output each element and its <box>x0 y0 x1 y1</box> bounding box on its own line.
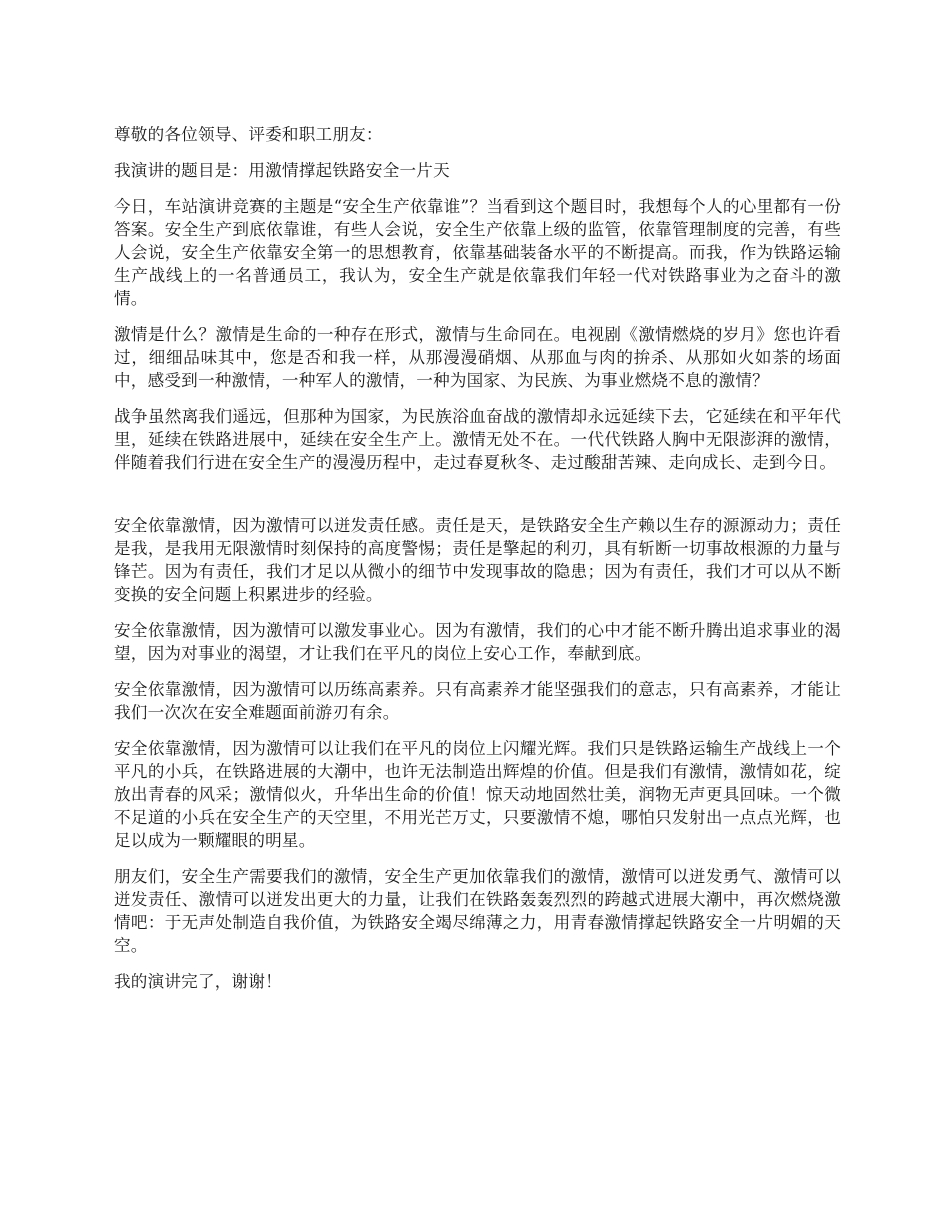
paragraph: 朋友们，安全生产需要我们的激情，安全生产更加依靠我们的激情，激情可以迸发勇气、激情可以迸发责任、激情可以迸发出更大的力量，让我们在铁路轰轰烈烈的跨越式进展大潮中，再次燃烧激情吧：于无声处制造自我价值，为铁路安全竭尽绵薄之力，用青春激情撑起铁路安全一片明媚的天空。 <box>114 867 841 955</box>
paragraph: 安全依靠激情，因为激情可以历练高素养。只有高素养才能坚强我们的意志，只有高素养，才能让我们一次次在安全难题面前游刃有余。 <box>114 680 841 722</box>
paragraph: 战争虽然离我们遥远，但那种为国家，为民族浴血奋战的激情却永远延续下去，它延续在和平年代里，延续在铁路进展中，延续在安全生产上。激情无处不在。一代代铁路人胸中无限澎湃的激情，伴随着我们行进在安全生产的漫漫历程中，走过春夏秋冬、走过酸甜苦辣、走向成长、走到今日。 <box>114 407 841 472</box>
paragraph: 安全依靠激情，因为激情可以让我们在平凡的岗位上闪耀光辉。我们只是铁路运输生产战线上一个平凡的小兵，在铁路进展的大潮中，也许无法制造出辉煌的价值。但是我们有激情，激情如花，绽放出青春的风采；激情似火，升华出生命的价值！惊天动地固然壮美，润物无声更具回味。一个微不足道的小兵在安全生产的天空里，不用光芒万丈，只要激情不熄，哪怕只发射出一点点光辉，也足以成为一颗耀眼的明星。 <box>114 739 841 850</box>
closing-line: 我的演讲完了，谢谢！ <box>114 972 282 991</box>
paragraph: 激情是什么？激情是生命的一种存在形式，激情与生命同在。电视剧《激情燃烧的岁月》您也许看过，细细品味其中，您是否和我一样，从那漫漫硝烟、从那血与肉的拚杀、从那如火如荼的场面中，感受到一种激情，一种军人的激情，一种为国家、为民族、为事业燃烧不息的激情？ <box>114 325 841 390</box>
speech-document <box>114 123 841 1006</box>
speech-topic: 我演讲的题目是：用激情撑起铁路安全一片天 <box>114 161 450 180</box>
paragraph: 今日，车站演讲竞赛的主题是“安全生产依靠谁”？当看到这个题目时，我想每个人的心里都有一份答案。安全生产到底依靠谁，有些人会说，安全生产依靠上级的监管，依靠管理制度的完善，有些人会说，安全生产依靠安全第一的思想教育，依靠基础装备水平的不断提高。而我，作为铁路运输生产战线上的一名普通员工，我认为，安全生产就是依靠我们年轻一代对铁路事业为之奋斗的激情。 <box>114 197 841 308</box>
section-spacer <box>114 487 841 514</box>
greeting: 尊敬的各位领导、评委和职工朋友： <box>114 125 383 144</box>
paragraph: 安全依靠激情，因为激情可以激发事业心。因为有激情，我们的心中才能不断升腾出追求事业的渴望，因为对事业的渴望，才让我们在平凡的岗位上安心工作，奉献到底。 <box>114 621 841 663</box>
paragraph: 安全依靠激情，因为激情可以迸发责任感。责任是天，是铁路安全生产赖以生存的源源动力；责任是我，是我用无限激情时刻保持的高度警惕；责任是擎起的利刃，具有斩断一切事故根源的力量与锋芒。因为有责任，我们才足以从微小的细节中发现事故的隐患；因为有责任，我们才可以从不断变换的安全问题上积累进步的经验。 <box>114 516 841 604</box>
